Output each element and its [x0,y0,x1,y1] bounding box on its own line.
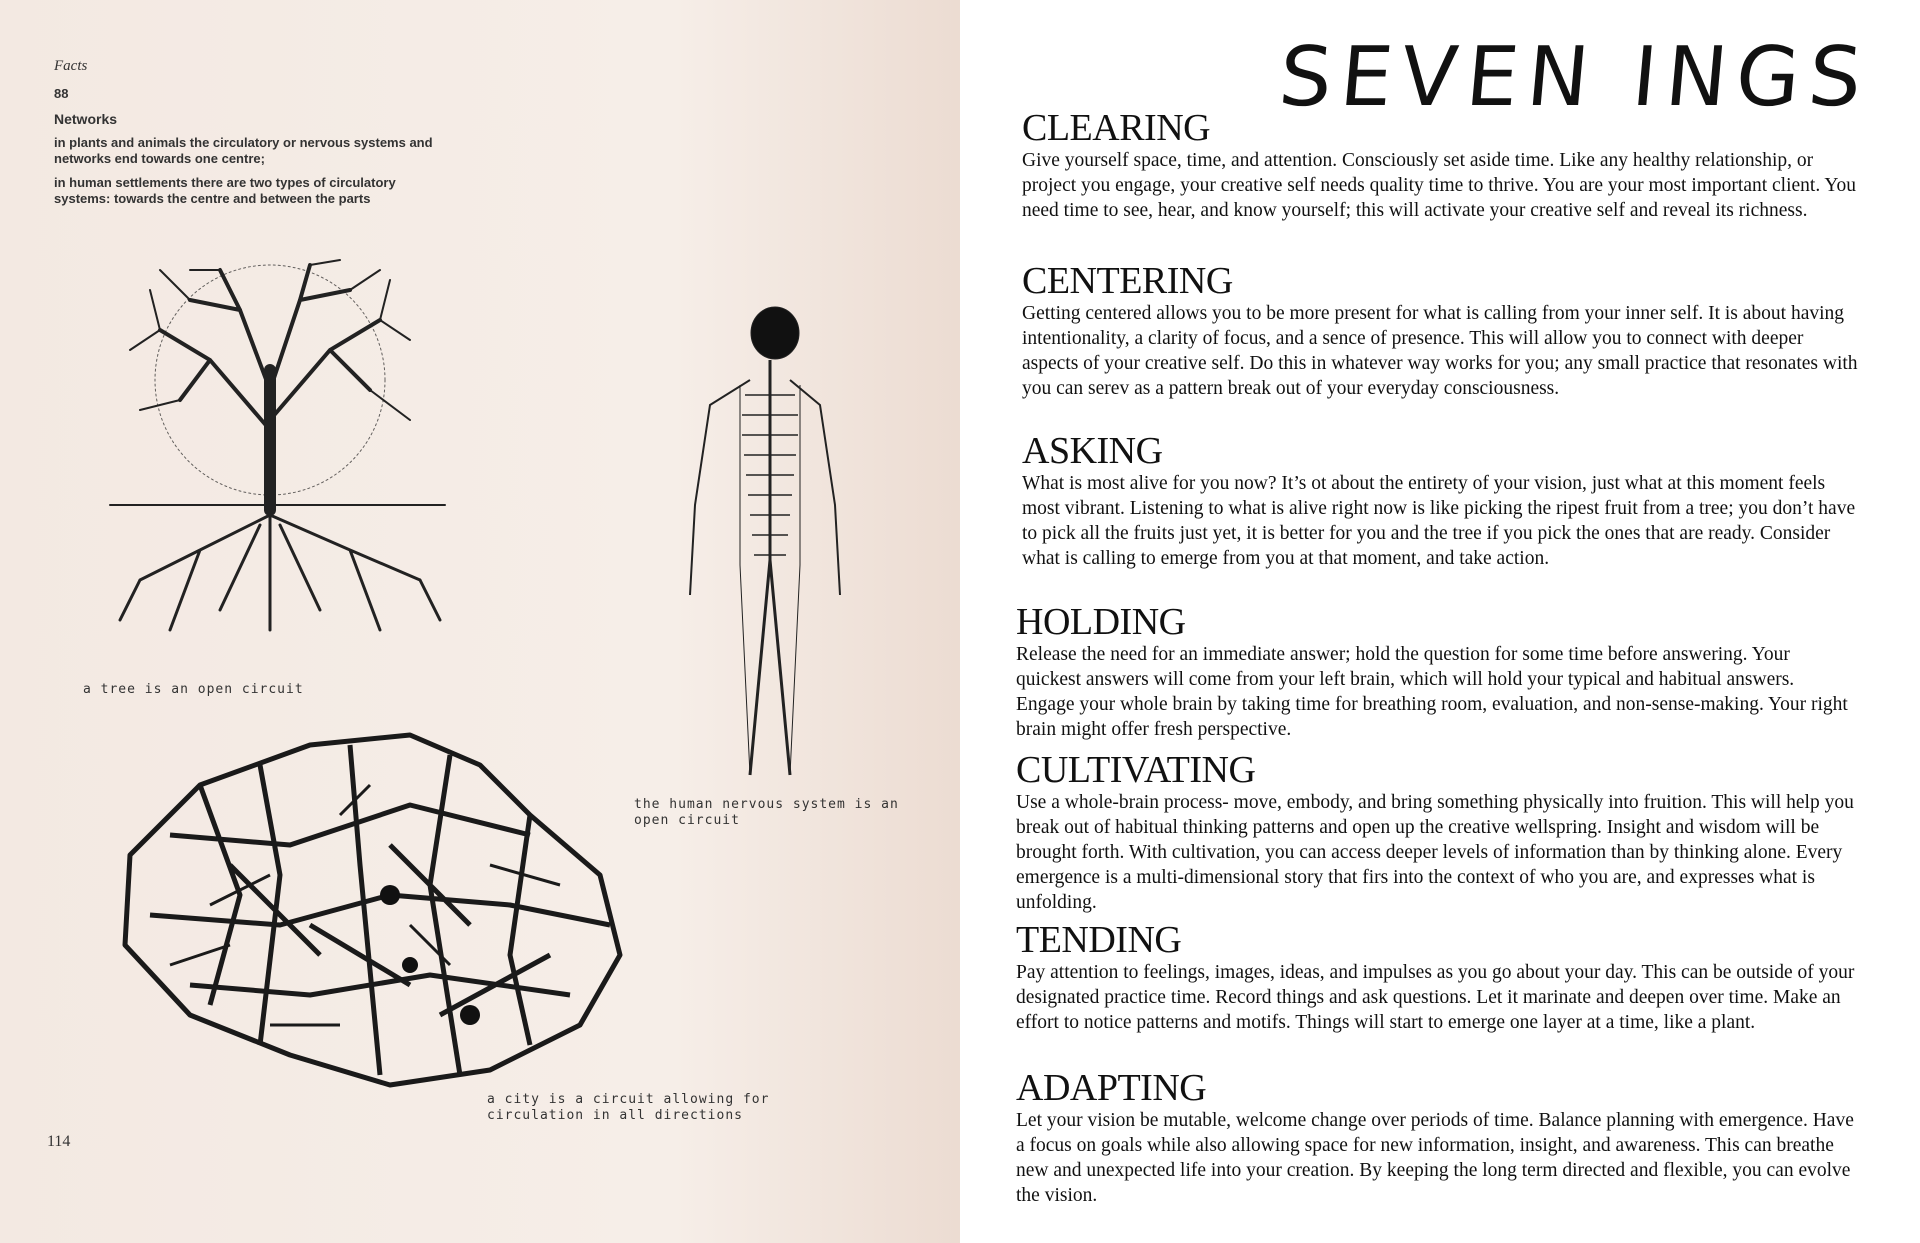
section-heading: ADAPTING [1016,1067,1207,1109]
section-body: Pay attention to feelings, images, ideas, and impulses as you go about your day. This can be outside of your designated practice time. Record things and ask questions. Let it marinate and deepen over time. Make an effort to notice patterns and motifs. Things will start to emerge one layer at a time, like a plant. [1016,962,1855,1033]
section-body: Getting centered allows you to be more present for what is calling from your inner self. It is about having intentionality, a clarity of focus, and a sence of presence. This will allow you to connect with deeper aspects of your creative self. Do this in whatever way works for you; any small practice that resonates with you can serev as a pattern break out of your everyday consciousness. [1022,303,1858,399]
right-page [960,0,1920,1243]
section-adapting [1016,1068,1856,1208]
page-title: SEVEN INGS [1274,30,1875,125]
section-heading: HOLDING [1016,601,1186,643]
section-heading: ASKING [1022,430,1163,472]
section-heading: CENTERING [1022,260,1233,302]
section-asking [1022,431,1862,571]
page-number: 114 [47,1133,71,1150]
fact-number: 88 [54,86,69,101]
section-tending [1016,920,1856,1035]
section-holding [1016,602,1856,742]
section-body: What is most alive for you now? It’s ot about the entirety of your vision, just what at this moment feels most vibrant. Listening to what is alive right now is like picking the ripest fruit from a tree; you don’t have to pick all the fruits just yet, it is better for you and the tree if you pick the ones that are ready. Consider what is calling to emerge from you at that moment, and take action. [1022,473,1856,569]
section-body: Let your vision be mutable, welcome change over periods of time. Balance planning with emergence. Have a focus on goals while also allowing space for new information, insight, and awareness. This can breathe new and unexpected life into your creation. By keeping the long term directed and flexible, you can evolve the vision. [1016,1110,1854,1206]
nervous-system-illustration [670,305,850,785]
section-cultivating [1016,750,1856,915]
section-heading: CLEARING [1022,107,1211,149]
section-label: Facts [54,58,88,74]
section-heading: TENDING [1016,919,1182,961]
human-caption: the human nervous system is an open circuit [634,797,899,828]
section-centering [1022,261,1862,401]
section-body: Use a whole-brain process- move, embody, and bring something physically into fruition. This will help you break out of habitual thinking patterns and open up the creative wellspring. Insight and wisdom will be brought forth. With cultivation, you can access deeper levels of information than by thinking alone. Every emergence is a multi-dimensional story that firs into the context of who you are, and expresses what is unfolding. [1016,792,1854,913]
section-heading: CULTIVATING [1016,749,1256,791]
intro-paragraph: in human settlements there are two types of circulatory systems: towards the centre and between the parts [54,175,396,206]
section-clearing [1022,108,1862,223]
section-body: Give yourself space, time, and attention. Consciously set aside time. Like any healthy relationship, or project you engage, your creative self needs quality time to thrive. You are your most important client. You need time to see, hear, and know yourself; this will activate your creative self and reveal its richness. [1022,150,1856,221]
city-caption: a city is a circuit allowing for circulation in all directions [487,1092,770,1123]
city-map-illustration [110,725,630,1100]
page-heading: Networks [54,111,118,127]
section-body: Release the need for an immediate answer; hold the question for some time before answering. Your quickest answers will come from your left brain, which will hold your typical and habitual answers. Engage your whole brain by taking time for breathing room, evaluation, and non-sense-making. Your right brain might offer fresh perspective. [1016,644,1848,740]
tree-illustration [100,250,460,670]
tree-caption: a tree is an open circuit [83,682,304,697]
intro-paragraph: in plants and animals the circulatory or nervous systems and networks end towards one centre; [54,135,433,166]
